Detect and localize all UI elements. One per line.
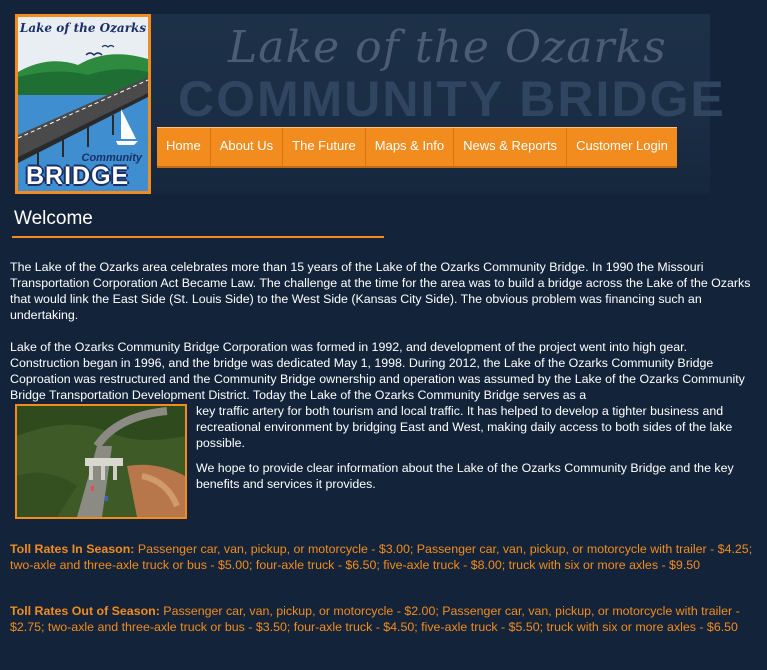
- main-navigation: [157, 127, 677, 168]
- intro-paragraph: The Lake of the Ozarks area celebrates more than 15 years of the Lake of the Ozarks Community Bridge. In 1990 the Missouri Transportation Corporation Act Became Law. The challenge at the time for the area was to build a bridge across the Lake of the Ozarks that would link the East Side (St. Louis Side) to the West Side (Kansas City Side). The obvious problem was financing such an undertaking.: [10, 260, 751, 322]
- logo-panel: [18, 17, 148, 191]
- history-paragraph: Lake of the Ozarks Community Bridge Corporation was formed in 1992, and development of the project went into high gear. Construction began in 1996, and the bridge was dedicated May 1, 1998. During 2012, the Lake of the Ozarks Community Bridge Coproation was restructured and the Community Bridge ownership and operation was assumed by the Lake of the Ozarks Community Bridge Transportation Development District. Today the Lake of the Ozarks Community Bridge serves as a: [10, 340, 745, 402]
- bridge-aerial-photo: [15, 404, 187, 519]
- title-divider: [12, 236, 384, 238]
- toll-out-season-label: Toll Rates Out of Season:: [10, 604, 160, 618]
- traffic-paragraph: key traffic artery for both tourism and local traffic. It has helped to develop a tighter business and recreational environment by bridging East and West, making daily access to both sides of the lake possible.: [196, 404, 733, 450]
- closing-paragraph: We hope to provide clear information about the Lake of the Ozarks Community Bridge and the key benefits and services it provides.: [196, 461, 734, 491]
- toll-rates-out-of-season: [10, 603, 755, 635]
- nav-home[interactable]: Home: [157, 128, 211, 166]
- toll-in-season-label: Toll Rates In Season:: [10, 542, 135, 556]
- logo-bridge-text: BRIDGE: [26, 162, 130, 190]
- site-logo[interactable]: [15, 14, 151, 194]
- header: [0, 0, 767, 200]
- page-title: Welcome: [14, 208, 93, 229]
- logo-title: Lake of the Ozarks: [19, 21, 147, 35]
- toll-plaza-image: [17, 406, 185, 517]
- nav-the-future[interactable]: The Future: [283, 128, 366, 166]
- nav-about-us[interactable]: About Us: [211, 128, 283, 166]
- toll-rates-in-season: [10, 541, 755, 573]
- toll-in-season-text: Passenger car, van, pickup, or motorcycle - $3.00; Passenger car, van, pickup, or motorcycle with trailer - $4.25; two-axle and three-axle truck or bus - $5.00; four-axle truck - $6.50; five-axle truck - $8.00; truck with six or more axles - $9.50: [10, 542, 753, 572]
- nav-news-reports[interactable]: News & Reports: [454, 128, 567, 166]
- banner-wordmark-script: Lake of the Ozarks: [228, 22, 667, 73]
- nav-customer-login[interactable]: Customer Login: [576, 138, 668, 153]
- nav-maps-info[interactable]: Maps & Info: [366, 128, 454, 166]
- toll-out-season-text: Passenger car, van, pickup, or motorcycle - $2.00; Passenger car, van, pickup, or motorcycle with trailer - $2.75; two-axle and three-axle truck or bus - $3.50; four-axle truck - $4.50; five-axle truck - $5.50; truck with six or more axles - $6.50: [10, 604, 740, 634]
- logo-community-text: Community: [81, 152, 142, 164]
- banner-wordmark-block: COMMUNITY BRIDGE: [178, 71, 726, 127]
